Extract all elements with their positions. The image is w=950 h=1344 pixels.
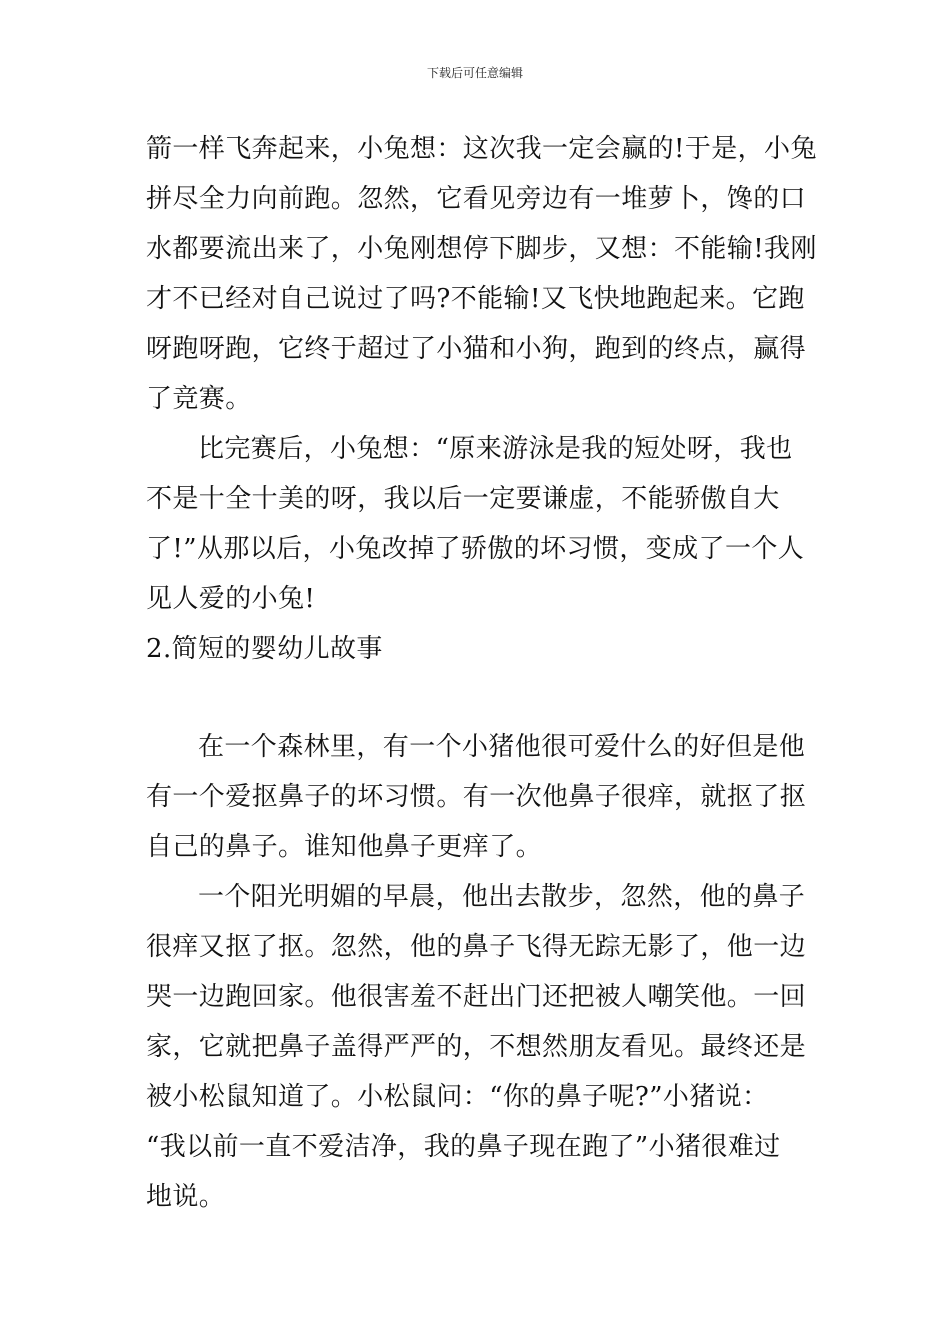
page-header: 下载后可任意编辑 [426,66,523,80]
text-line: 了竞赛。 [146,384,252,414]
section-heading: 2.简短的婴幼儿故事 [146,634,383,664]
text-line: 见人爱的小兔! [146,584,316,614]
text-line: 哭一边跑回家。他很害羞不赶出门还把被人嘲笑他。一回 [146,982,807,1012]
paragraph-first-line: 比完赛后，小兔想：“原来游泳是我的短处呀，我也 [198,434,793,464]
paragraph-first-line: 一个阳光明媚的早晨，他出去散步，忽然，他的鼻子 [198,882,806,912]
text-line: 才不已经对自己说过了吗?不能输!又飞快地跑起来。它跑 [146,284,805,314]
text-line: 有一个爱抠鼻子的坏习惯。有一次他鼻子很痒，就抠了抠 [146,782,807,812]
text-line: “我以前一直不爱洁净，我的鼻子现在跑了”小猪很难过 [146,1132,781,1162]
text-line: 箭一样飞奔起来，小兔想：这次我一定会赢的!于是，小兔 [146,134,817,164]
paragraph-first-line: 在一个森林里，有一个小猪他很可爱什么的好但是他 [198,732,806,762]
text-line: 很痒又抠了抠。忽然，他的鼻子飞得无踪无影了，他一边 [146,932,807,962]
text-line: 了!”从那以后，小兔改掉了骄傲的坏习惯，变成了一个人 [146,534,805,564]
text-line: 呀跑呀跑，它终于超过了小猫和小狗，跑到的终点，赢得 [146,334,807,364]
text-line: 地说。 [146,1182,226,1212]
text-line: 水都要流出来了，小兔刚想停下脚步，又想：不能输!我刚 [146,234,817,264]
text-line: 被小松鼠知道了。小松鼠问：“你的鼻子呢?”小猪说： [146,1082,769,1112]
text-line: 不是十全十美的呀，我以后一定要谦虚，不能骄傲自大 [146,484,780,514]
text-line: 拼尽全力向前跑。忽然，它看见旁边有一堆萝卜，馋的口 [146,184,807,214]
text-line: 自己的鼻子。谁知他鼻子更痒了。 [146,832,543,862]
text-line: 家，它就把鼻子盖得严严的，不想然朋友看见。最终还是 [146,1032,807,1062]
